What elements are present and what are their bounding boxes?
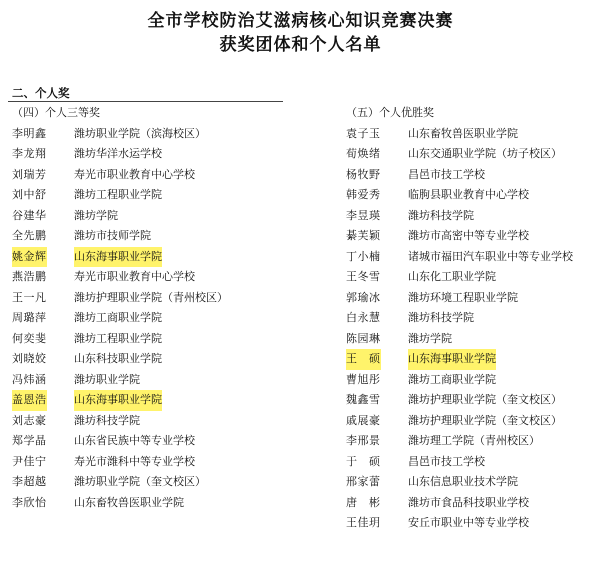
awardee-name: 戚展豪 xyxy=(346,413,381,427)
list-item xyxy=(346,185,573,206)
awardee-school: 潍坊工商职业学院 xyxy=(74,311,162,324)
awardee-name: 李昱瑛 xyxy=(346,208,381,222)
awardee-name: 王佳玥 xyxy=(346,516,381,529)
awardee-school: 潍坊科技学院 xyxy=(74,413,140,427)
list-item-name-cell xyxy=(346,390,408,411)
awardee-school: 潍坊职业学院 xyxy=(74,372,140,386)
list-item xyxy=(346,329,573,350)
excellence-prize-list xyxy=(346,124,573,534)
awardee-school: 安丘市职业中等专业学校 xyxy=(408,516,529,529)
list-item xyxy=(12,329,228,350)
awardee-name: 盖恩浩 xyxy=(12,390,47,411)
list-item-name-cell xyxy=(12,390,74,411)
awardee-name: 王一凡 xyxy=(12,290,47,304)
awardee-school: 潍坊华洋水运学校 xyxy=(74,147,162,160)
page-title: 全市学校防治艾滋病核心知识竞赛决赛 xyxy=(147,11,454,31)
awardee-school: 寿光市潍科中等专业学校 xyxy=(74,454,195,468)
list-item-name-cell xyxy=(346,411,408,432)
list-item-name-cell xyxy=(12,144,74,165)
awardee-school: 潍坊学院 xyxy=(408,331,452,345)
awardee-name: 燕浩鹏 xyxy=(12,270,47,283)
list-item-name-cell xyxy=(346,493,408,514)
list-item-name-cell xyxy=(346,452,408,473)
list-item xyxy=(346,452,573,473)
awardee-name: 邢家蕾 xyxy=(346,475,381,488)
awardee-name: 曹旭彤 xyxy=(346,372,381,386)
list-item-name-cell xyxy=(346,165,408,186)
awardee-school: 山东省民族中等专业学校 xyxy=(74,434,195,447)
awardee-name: 荀焕绪 xyxy=(346,147,381,160)
list-item-name-cell xyxy=(12,267,74,288)
awardee-name: 郑学晶 xyxy=(12,434,47,447)
awardee-name: 姚金辉 xyxy=(12,247,47,268)
awardee-school: 山东畜牧兽医职业学院 xyxy=(408,126,518,140)
awardee-school: 潍坊职业学院（奎文校区） xyxy=(74,475,206,488)
awardee-name: 周璐萍 xyxy=(12,311,47,324)
third-prize-column xyxy=(12,103,228,513)
list-item xyxy=(346,226,573,247)
third-prize-heading: （四）个人三等奖 xyxy=(12,106,100,119)
awardee-school: 潍坊科技学院 xyxy=(408,208,474,222)
awardee-school: 潍坊护理职业学院（奎文校区） xyxy=(408,413,562,427)
awardee-name: 綦芙颖 xyxy=(346,229,381,242)
awardee-name: 李龙翔 xyxy=(12,147,47,160)
awardee-name: 郭瑜冰 xyxy=(346,290,381,304)
awardee-school: 山东畜牧兽医职业学院 xyxy=(74,495,184,509)
list-item-name-cell xyxy=(12,247,74,268)
awardee-school: 潍坊护理职业学院（青州校区） xyxy=(74,290,228,304)
awardee-name: 何奕斐 xyxy=(12,331,47,345)
awardee-name: 刘瑞芳 xyxy=(12,167,47,181)
list-item-name-cell xyxy=(12,370,74,391)
awardee-name: 刘晓姣 xyxy=(12,352,47,365)
awardee-name: 谷建华 xyxy=(12,208,47,222)
list-item xyxy=(12,431,228,452)
list-item-name-cell xyxy=(12,288,74,309)
list-item xyxy=(346,144,573,165)
awardee-school: 山东海事职业学院 xyxy=(408,349,496,370)
awardee-school: 潍坊工程职业学院 xyxy=(74,331,162,345)
list-item xyxy=(12,411,228,432)
list-item xyxy=(12,206,228,227)
list-item-name-cell xyxy=(346,288,408,309)
list-item-name-cell xyxy=(346,329,408,350)
awardee-school: 山东交通职业学院（坊子校区） xyxy=(408,147,562,160)
awardee-school: 昌邑市技工学校 xyxy=(408,454,485,468)
awardee-school: 潍坊市食品科技职业学校 xyxy=(408,495,529,509)
list-item-name-cell xyxy=(12,452,74,473)
awardee-school: 昌邑市技工学校 xyxy=(408,167,485,181)
awardee-school: 临朐县职业教育中心学校 xyxy=(408,188,529,201)
awardee-school: 潍坊工商职业学院 xyxy=(408,372,496,386)
list-item-name-cell xyxy=(12,165,74,186)
awardee-name: 冯炜涵 xyxy=(12,372,47,386)
list-item-name-cell xyxy=(346,226,408,247)
list-item-name-cell xyxy=(12,124,74,145)
list-item xyxy=(346,267,573,288)
awardee-school: 潍坊护理职业学院（奎文校区） xyxy=(408,393,562,406)
list-item xyxy=(12,472,228,493)
excellence-prize-heading: （五）个人优胜奖 xyxy=(346,106,434,119)
awardee-name: 唐 彬 xyxy=(346,495,381,509)
list-item xyxy=(12,165,228,186)
list-item xyxy=(12,308,228,329)
list-item-name-cell xyxy=(346,206,408,227)
list-item xyxy=(12,493,228,514)
list-item xyxy=(346,165,573,186)
awardee-name: 刘志豪 xyxy=(12,413,47,427)
awardee-school: 山东信息职业技术学院 xyxy=(408,475,518,488)
awardee-name: 李欣怡 xyxy=(12,495,47,509)
awardee-name: 魏鑫雪 xyxy=(346,393,381,406)
page-subtitle: 获奖团体和个人名单 xyxy=(219,35,382,55)
awardee-name: 王 硕 xyxy=(346,349,381,370)
list-item-name-cell xyxy=(346,185,408,206)
third-prize-list xyxy=(12,124,228,514)
awardee-school: 山东化工职业学院 xyxy=(408,270,496,283)
list-item xyxy=(346,124,573,145)
list-item xyxy=(12,185,228,206)
awardee-name: 全先鹏 xyxy=(12,229,47,242)
awardee-name: 杨牧野 xyxy=(346,167,381,181)
list-item xyxy=(12,144,228,165)
list-item-name-cell xyxy=(346,472,408,493)
list-item xyxy=(346,308,573,329)
list-item xyxy=(346,349,573,370)
list-item-name-cell xyxy=(12,308,74,329)
awardee-name: 李邢景 xyxy=(346,434,381,447)
awardee-name: 袁子玉 xyxy=(346,126,381,140)
list-item xyxy=(346,493,573,514)
list-item-name-cell xyxy=(346,308,408,329)
awardee-name: 丁小楠 xyxy=(346,249,381,263)
awardee-school: 山东海事职业学院 xyxy=(74,390,162,411)
list-item xyxy=(346,247,573,268)
awardee-name: 刘中舒 xyxy=(12,188,47,201)
awardee-school: 潍坊职业学院（滨海校区） xyxy=(74,126,206,140)
awardee-school: 潍坊理工学院（青州校区） xyxy=(408,434,540,447)
awardee-name: 王冬雪 xyxy=(346,270,381,283)
list-item-name-cell xyxy=(346,247,408,268)
awardee-school: 潍坊环境工程职业学院 xyxy=(408,290,518,304)
list-item xyxy=(346,513,573,534)
awardee-school: 山东科技职业学院 xyxy=(74,352,162,365)
awardee-school: 诸城市福田汽车职业中等专业学校 xyxy=(408,249,573,263)
list-item-name-cell xyxy=(346,370,408,391)
list-item xyxy=(346,390,573,411)
list-item xyxy=(12,452,228,473)
list-item-name-cell xyxy=(12,206,74,227)
list-item-name-cell xyxy=(346,267,408,288)
list-item xyxy=(346,431,573,452)
awardee-name: 白永慧 xyxy=(346,311,381,324)
awardee-school: 潍坊工程职业学院 xyxy=(74,188,162,201)
awardee-school: 潍坊市技师学院 xyxy=(74,229,151,242)
list-item xyxy=(346,411,573,432)
awardee-school: 寿光市职业教育中心学校 xyxy=(74,270,195,283)
list-item xyxy=(12,288,228,309)
section-divider xyxy=(8,101,283,102)
list-item-name-cell xyxy=(346,349,408,370)
awardee-school: 潍坊市高密中等专业学校 xyxy=(408,229,529,242)
list-item-name-cell xyxy=(12,493,74,514)
awardee-school: 潍坊学院 xyxy=(74,208,118,222)
list-item xyxy=(12,390,228,411)
list-item xyxy=(346,206,573,227)
list-item xyxy=(12,226,228,247)
awardee-school: 潍坊科技学院 xyxy=(408,311,474,324)
list-item-name-cell xyxy=(12,431,74,452)
list-item xyxy=(346,472,573,493)
awardee-name: 韩爱秀 xyxy=(346,188,381,201)
list-item-name-cell xyxy=(12,329,74,350)
awardee-school: 寿光市职业教育中心学校 xyxy=(74,167,195,181)
section-heading: 二、个人奖 xyxy=(12,86,70,100)
list-item xyxy=(12,247,228,268)
awardee-name: 李超越 xyxy=(12,475,47,488)
list-item xyxy=(346,370,573,391)
list-item xyxy=(12,349,228,370)
awardee-name: 陈园琳 xyxy=(346,331,381,345)
awardee-name: 于 硕 xyxy=(346,454,381,468)
list-item xyxy=(12,370,228,391)
list-item-name-cell xyxy=(346,144,408,165)
excellence-prize-column xyxy=(346,103,573,534)
list-item-name-cell xyxy=(12,185,74,206)
list-item xyxy=(12,124,228,145)
list-item-name-cell xyxy=(12,411,74,432)
list-item-name-cell xyxy=(346,513,408,534)
list-item xyxy=(12,267,228,288)
list-item-name-cell xyxy=(346,431,408,452)
list-item xyxy=(346,288,573,309)
awardee-name: 尹佳宁 xyxy=(12,454,47,468)
awardee-school: 山东海事职业学院 xyxy=(74,247,162,268)
list-item-name-cell xyxy=(346,124,408,145)
list-item-name-cell xyxy=(12,226,74,247)
awardee-name: 李明鑫 xyxy=(12,126,47,140)
list-item-name-cell xyxy=(12,472,74,493)
list-item-name-cell xyxy=(12,349,74,370)
